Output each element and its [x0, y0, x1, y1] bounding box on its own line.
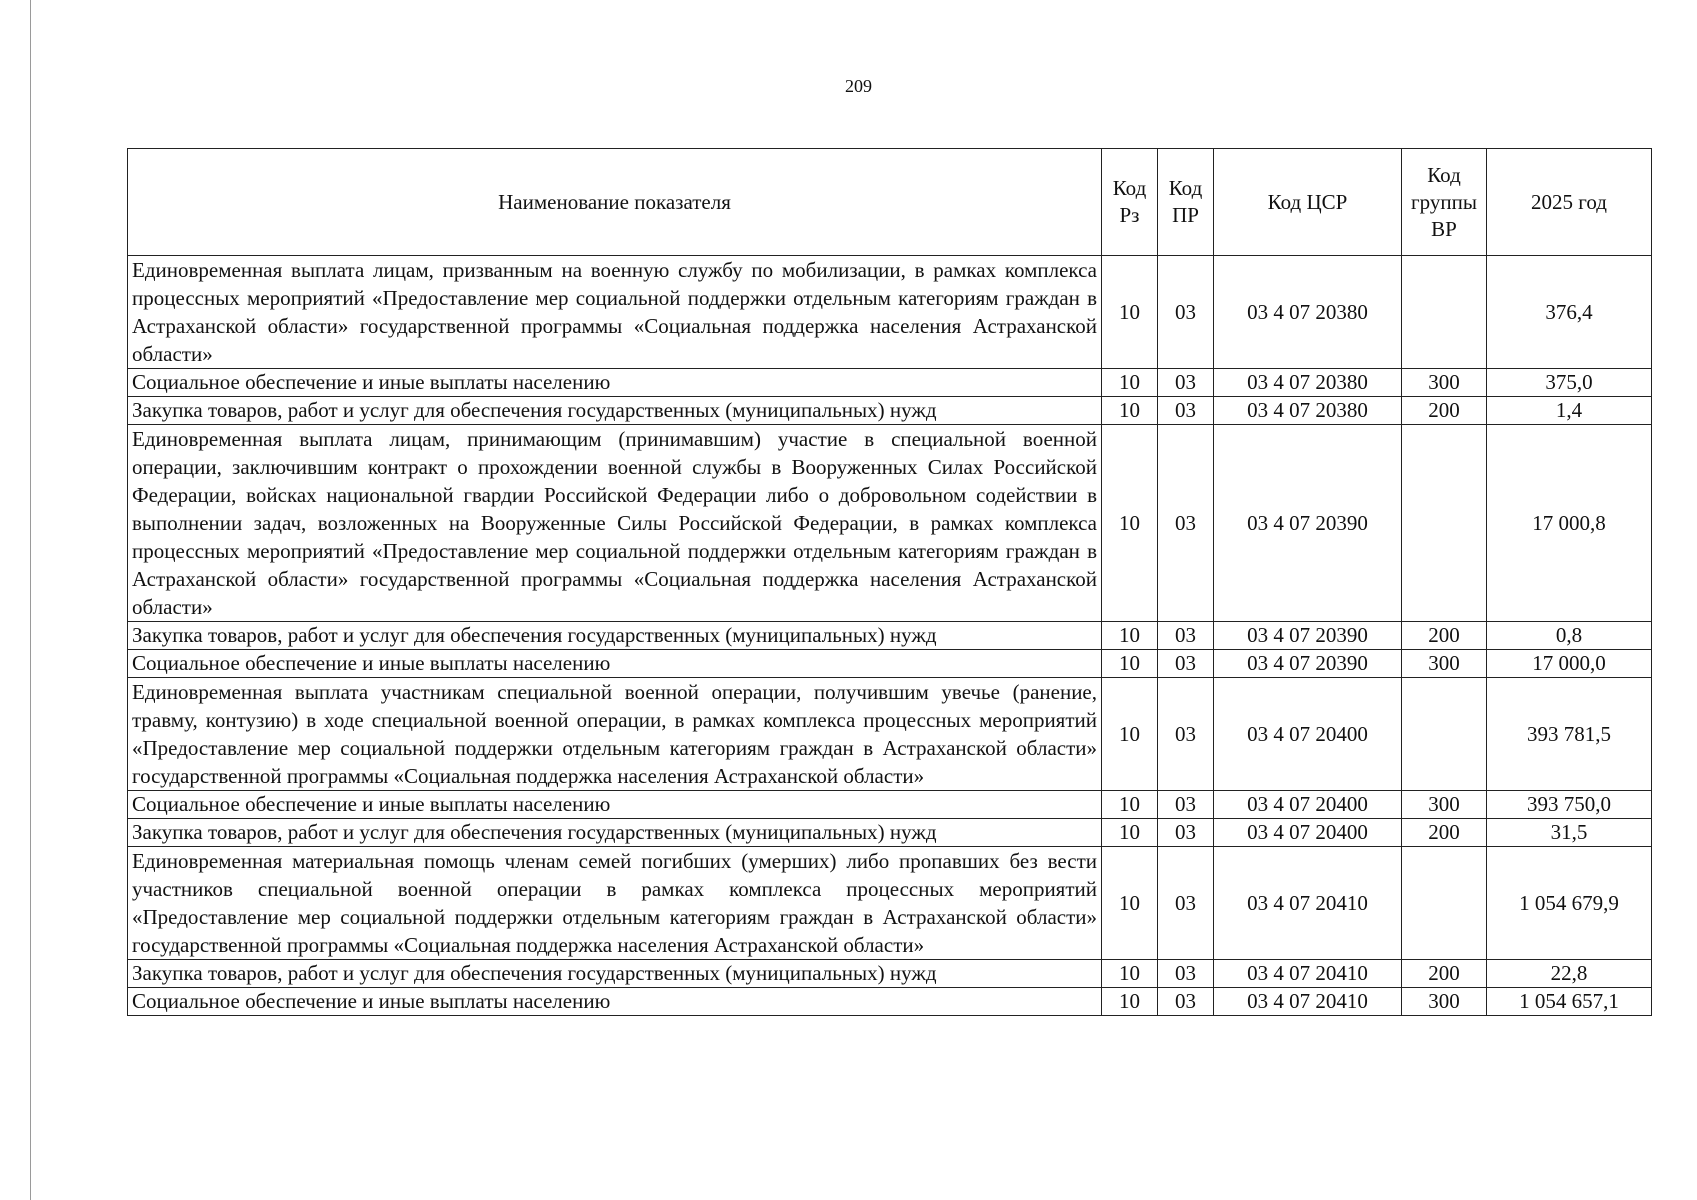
row-rz: 10: [1102, 256, 1158, 369]
row-name: Социальное обеспечение и иные выплаты населению: [128, 791, 1102, 819]
row-name: Закупка товаров, работ и услуг для обеспечения государственных (муниципальных) нужд: [128, 397, 1102, 425]
table-row: [128, 622, 1652, 650]
row-csr: 03 4 07 20400: [1214, 791, 1402, 819]
header-year: 2025 год: [1487, 149, 1652, 256]
page-number: 209: [845, 76, 872, 96]
row-rz: 10: [1102, 425, 1158, 622]
row-csr: 03 4 07 20390: [1214, 650, 1402, 678]
row-value: 1 054 679,9: [1487, 847, 1652, 960]
row-rz: 10: [1102, 847, 1158, 960]
row-vr: [1402, 425, 1487, 622]
row-rz: 10: [1102, 622, 1158, 650]
row-csr: 03 4 07 20380: [1214, 397, 1402, 425]
row-name: Единовременная выплата лицам, принимающим (принимавшим) участие в специальной военной операции, заключившим контракт о прохождении военной службы в Вооруженных Силах Российской Федерации, войсках национальной гвардии Российской Федерации либо о добровольном содействии в выполнении задач, возложенных на Вооруженные Силы Российской Федерации, в рамках комплекса процессных мероприятий «Предоставление мер социальной поддержки отдельным категориям граждан в Астраханской области» государственной программы «Социальная поддержка населения Астраханской области»: [128, 425, 1102, 622]
row-value: 1 054 657,1: [1487, 988, 1652, 1016]
header-name: Наименование показателя: [128, 149, 1102, 256]
header-pr: Код ПР: [1158, 149, 1214, 256]
row-vr: 200: [1402, 622, 1487, 650]
row-vr: 300: [1402, 650, 1487, 678]
table-row: [128, 650, 1652, 678]
row-vr: [1402, 256, 1487, 369]
table-row: [128, 425, 1652, 622]
row-value: 393 781,5: [1487, 678, 1652, 791]
row-vr: [1402, 847, 1487, 960]
row-vr: 300: [1402, 791, 1487, 819]
row-name: Закупка товаров, работ и услуг для обеспечения государственных (муниципальных) нужд: [128, 622, 1102, 650]
header-vr: Код группы ВР: [1402, 149, 1487, 256]
row-rz: 10: [1102, 678, 1158, 791]
table-row: [128, 819, 1652, 847]
row-vr: 300: [1402, 988, 1487, 1016]
scan-edge-line: [30, 0, 31, 1200]
row-pr: 03: [1158, 650, 1214, 678]
row-vr: [1402, 678, 1487, 791]
row-name: Единовременная выплата участникам специальной военной операции, получившим увечье (ранение, травму, контузию) в ходе специальной военной операции, в рамках комплекса процессных мероприятий «Предоставление мер социальной поддержки отдельным категориям граждан в Астраханской области» государственной программы «Социальная поддержка населения Астраханской области»: [128, 678, 1102, 791]
row-value: 375,0: [1487, 369, 1652, 397]
row-rz: 10: [1102, 791, 1158, 819]
table-row: [128, 369, 1652, 397]
row-pr: 03: [1158, 791, 1214, 819]
row-pr: 03: [1158, 425, 1214, 622]
row-name: Единовременная выплата лицам, призванным на военную службу по мобилизации, в рамках комплекса процессных мероприятий «Предоставление мер социальной поддержки отдельным категориям граждан в Астраханской области» государственной программы «Социальная поддержка населения Астраханской области»: [128, 256, 1102, 369]
header-csr: Код ЦСР: [1214, 149, 1402, 256]
row-vr: 200: [1402, 960, 1487, 988]
table-row: [128, 397, 1652, 425]
row-csr: 03 4 07 20410: [1214, 988, 1402, 1016]
row-name: Социальное обеспечение и иные выплаты населению: [128, 988, 1102, 1016]
row-value: 22,8: [1487, 960, 1652, 988]
row-rz: 10: [1102, 960, 1158, 988]
row-csr: 03 4 07 20380: [1214, 256, 1402, 369]
row-value: 376,4: [1487, 256, 1652, 369]
table-row: [128, 791, 1652, 819]
table-row: [128, 988, 1652, 1016]
row-value: 393 750,0: [1487, 791, 1652, 819]
row-pr: 03: [1158, 397, 1214, 425]
row-csr: 03 4 07 20410: [1214, 960, 1402, 988]
row-pr: 03: [1158, 960, 1214, 988]
row-rz: 10: [1102, 397, 1158, 425]
row-pr: 03: [1158, 819, 1214, 847]
row-pr: 03: [1158, 369, 1214, 397]
row-vr: 200: [1402, 819, 1487, 847]
table-row: [128, 678, 1652, 791]
row-csr: 03 4 07 20390: [1214, 425, 1402, 622]
row-value: 1,4: [1487, 397, 1652, 425]
row-rz: 10: [1102, 988, 1158, 1016]
row-csr: 03 4 07 20410: [1214, 847, 1402, 960]
row-vr: 200: [1402, 397, 1487, 425]
row-pr: 03: [1158, 622, 1214, 650]
row-value: 31,5: [1487, 819, 1652, 847]
row-name: Социальное обеспечение и иные выплаты населению: [128, 369, 1102, 397]
row-pr: 03: [1158, 678, 1214, 791]
row-csr: 03 4 07 20400: [1214, 819, 1402, 847]
header-rz: Код Рз: [1102, 149, 1158, 256]
row-rz: 10: [1102, 369, 1158, 397]
row-value: 17 000,8: [1487, 425, 1652, 622]
row-rz: 10: [1102, 650, 1158, 678]
table-row: [128, 847, 1652, 960]
row-name: Закупка товаров, работ и услуг для обеспечения государственных (муниципальных) нужд: [128, 819, 1102, 847]
budget-table: [127, 148, 1652, 1016]
row-vr: 300: [1402, 369, 1487, 397]
row-value: 0,8: [1487, 622, 1652, 650]
row-csr: 03 4 07 20390: [1214, 622, 1402, 650]
row-pr: 03: [1158, 988, 1214, 1016]
row-pr: 03: [1158, 847, 1214, 960]
table-row: [128, 960, 1652, 988]
row-pr: 03: [1158, 256, 1214, 369]
row-name: Социальное обеспечение и иные выплаты населению: [128, 650, 1102, 678]
row-csr: 03 4 07 20380: [1214, 369, 1402, 397]
table-row: [128, 256, 1652, 369]
table-header-row: [128, 149, 1652, 256]
row-csr: 03 4 07 20400: [1214, 678, 1402, 791]
row-value: 17 000,0: [1487, 650, 1652, 678]
row-rz: 10: [1102, 819, 1158, 847]
row-name: Закупка товаров, работ и услуг для обеспечения государственных (муниципальных) нужд: [128, 960, 1102, 988]
row-name: Единовременная материальная помощь членам семей погибших (умерших) либо пропавших без вести участников специальной военной операции в рамках комплекса процессных мероприятий «Предоставление мер социальной поддержки отдельным категориям граждан в Астраханской области» государственной программы «Социальная поддержка населения Астраханской области»: [128, 847, 1102, 960]
